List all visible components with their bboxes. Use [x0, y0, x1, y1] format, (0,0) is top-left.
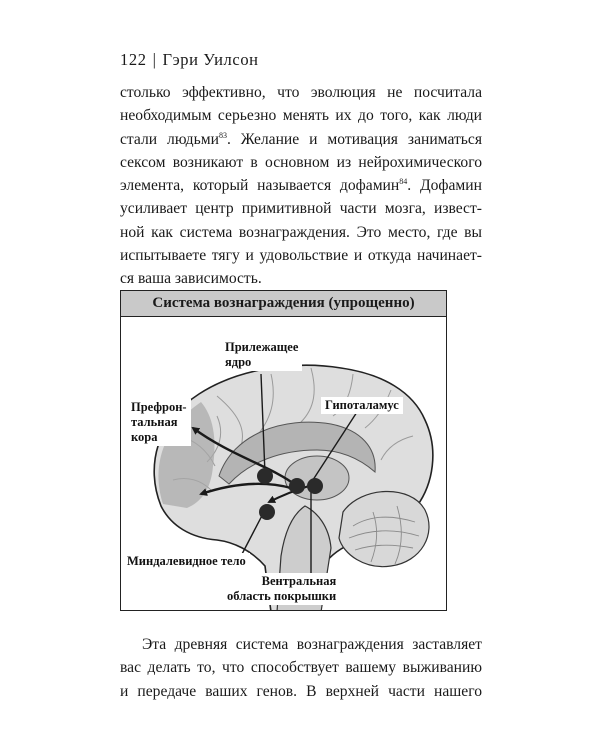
- text-line: [120, 128, 482, 151]
- text-line: вас делать то, что способствует вашему выживанию: [120, 659, 482, 677]
- text-line: усиливает центр примитивной части мозга, извест-: [120, 200, 482, 218]
- text-line: столько эффективно, что эволюция не посчитала: [120, 84, 482, 101]
- text-fragment: стали людьми: [120, 130, 219, 148]
- text-fragment: элемента, который называется дофамин: [120, 177, 400, 195]
- text-line: сексом возникают в основном из нейрохимического: [120, 153, 482, 171]
- text-line: ной как система вознаграждения. Это место, где вы: [120, 223, 482, 241]
- label-nucleus-accumbens: Прилежащее ядро: [221, 339, 302, 371]
- text-line: испытываете тягу и удовольствие и откуда начинает-: [120, 247, 482, 265]
- text-line: ся ваша зависимость.: [120, 270, 262, 288]
- hypothalamus-node: [289, 478, 305, 494]
- label-prefrontal-cortex: Префрон- тальная кора: [127, 399, 191, 446]
- header-separator: |: [152, 50, 157, 69]
- text-line: [120, 174, 482, 197]
- text-line: Эта древняя система вознаграждения заставляет: [142, 636, 482, 653]
- label-hypothalamus: Гипоталамус: [321, 397, 403, 414]
- label-vta: Вентральная область покрышки: [223, 573, 340, 605]
- running-header: [120, 50, 259, 70]
- text-fragment: . Желание и мотивация заниматься: [226, 130, 482, 148]
- text-fragment: . Дофамин: [407, 177, 482, 195]
- footnote-ref[interactable]: 84: [399, 177, 408, 187]
- cerebellum: [339, 491, 429, 566]
- figure-title: Система вознаграждения (упрощенно): [121, 291, 446, 317]
- label-amygdala: Миндалевидное тело: [123, 553, 250, 570]
- footnote-ref[interactable]: 83: [218, 130, 227, 140]
- nucleus-accumbens-node: [257, 468, 273, 484]
- text-line: необходимым серьезно менять их до того, как люди: [120, 107, 482, 125]
- text-line: и передаче ваших генов. В верхней части нашего: [120, 682, 482, 700]
- page-number: 122: [120, 50, 147, 69]
- author-name: Гэри Уилсон: [162, 50, 259, 69]
- amygdala-node: [259, 504, 275, 520]
- vta-node: [307, 478, 323, 494]
- body-paragraph-2: [120, 633, 482, 703]
- body-paragraph-1: [120, 81, 482, 291]
- reward-system-figure: [120, 290, 447, 611]
